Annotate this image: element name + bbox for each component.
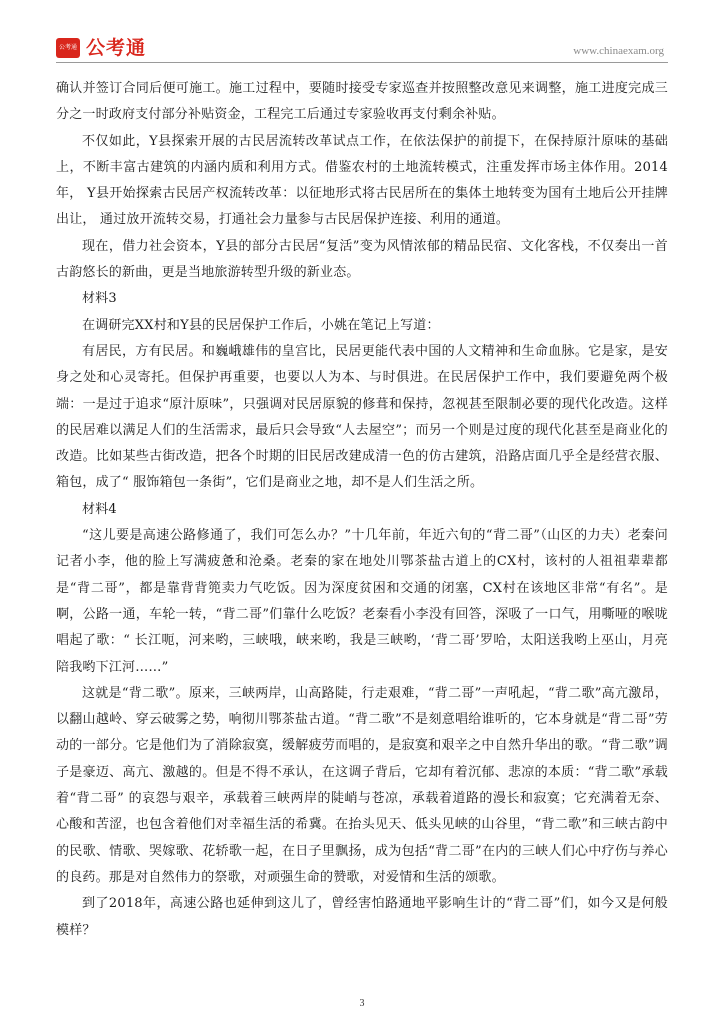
logo-badge: 公考通 xyxy=(56,38,80,58)
paragraph-y-county-revival: 现在，借力社会资本，Y县的部分古民居“复活”变为风情浓郁的精品民宿、文化客栈，不仅奏出一首古韵悠长的新曲，更是当地旅游转型升级的新业态。 xyxy=(56,238,668,281)
paragraph-continuation: 确认并签订合同后便可施工。施工过程中，要随时接受专家巡查并按照整改意见来调整，施工进度完成三分之一时政府支付部分补贴资金，工程完工后通过专家验收再支付剩余补贴。 xyxy=(56,81,668,123)
header-divider xyxy=(56,62,668,63)
material-3-heading: 材料3 xyxy=(82,291,117,307)
paragraph-xiaoyao-notes: 有居民，方有民居。和巍峨雄伟的皇宫比，民居更能代表中国的人文精神和生命血脉。它是家，是安身之处和心灵寄托。但保护再重要，也要以人为本、与时俱进。在民居保护工作中，我们要避免两个极端：一是过于追求“原汁原味”，只强调对民居原貌的修葺和保持，忽视甚至限制必要的现代化改造。这样的民居难以满足人们的生活需求，最后只会导致“人去屋空”；而另一个则是过度的现代化甚至是商业化的改造。比如某些古街改造，把各个时期的旧民居改建成清一色的仿古建筑，沿路店面几乎全是经营衣服、箱包，成了“ 服饰箱包一条街”，它们是商业之地，却不是人们生活之所。 xyxy=(56,343,668,491)
paragraph-2018-question: 到了2018年，高速公路也延伸到这儿了，曾经害怕路通地平影响生计的“背二哥”们，如今又是何般模样？ xyxy=(56,896,668,938)
document-body xyxy=(56,76,668,944)
material-4-heading: 材料4 xyxy=(82,501,117,517)
paragraph-xiaoyao-intro: 在调研完XX村和Y县的民居保护工作后，小姚在笔记上写道： xyxy=(82,317,440,333)
page-header xyxy=(56,36,668,62)
paragraph-beierge-song: 这就是“背二歌”。原来，三峡两岸，山高路陡，行走艰难，“背二哥”一声吼起，“背二歌”高亢激昂，以翻山越岭、穿云破雾之势，响彻川鄂茶盐古道。“背二歌”不是刻意唱给谁听的，它本身就是“背二哥”劳动的一部分。它是他们为了消除寂寞，缓解疲劳而唱的，是寂寞和艰辛之中自然升华出的歌。“背二歌”调子是豪迈、高亢、激越的。但是不得不承认，在这调子背后，它却有着沉郁、悲凉的本质：“背二歌”承载着“背二哥” 的哀怨与艰辛，承载着三峡两岸的陡峭与苍凉，承载着道路的漫长和寂寞；它充满着无奈、心酸和苦涩，也包含着他们对幸福生活的希冀。在抬头见天、低头见峡的山谷里，“背二歌”和三峡古韵中的民歌、情歌、哭嫁歌、花轿歌一起，在日子里飘扬，成为包括“背二哥”在内的三峡人们心中疗伤与养心的良药。那是对自然伟力的祭歌，对顽强生命的赞歌，对爱情和生活的颂歌。 xyxy=(56,685,668,885)
site-url[interactable]: www.chinaexam.org xyxy=(573,45,664,57)
logo-text: 公考通 xyxy=(86,37,147,59)
page-number: 3 xyxy=(359,998,365,1009)
paragraph-laoqin-story: “这儿要是高速公路修通了，我们可怎么办？”十几年前，年近六旬的“背二哥”（山区的力夫）老秦问记者小李，他的脸上写满疲惫和沧桑。老秦的家在地处川鄂茶盐古道上的CX村，该村的人祖祖辈辈都是“背二哥”，都是靠背背篼卖力气吃饭。因为深度贫困和交通的闭塞，CX村在该地区非常“有名”。是啊，公路一通，车轮一转，“背二哥”们靠什么吃饭？老秦看小李没有回答，深吸了一口气，用嘶哑的喉咙唱起了歌：“ 长江呃，河来哟，三峡哦，峡来哟，我是三峡哟，‘背二哥’罗哈，太阳送我哟上巫山，月亮陪我哟下江河……” xyxy=(56,528,668,675)
paragraph-y-county-reform: 不仅如此，Y县探索开展的古民居流转改革试点工作，在依法保护的前提下，在保持原汁原味的基础上，不断丰富古建筑的内涵内质和利用方式。借鉴农村的土地流转模式，注重发挥市场主体作用。2014年， Y县开始探索古民居产权流转改革：以征地形式将古民居所在的集体土地转变为国有土地后公开挂牌出让， 通过放开流转交易，打通社会力量参与古民居保护连接、利用的通道。 xyxy=(56,133,668,228)
